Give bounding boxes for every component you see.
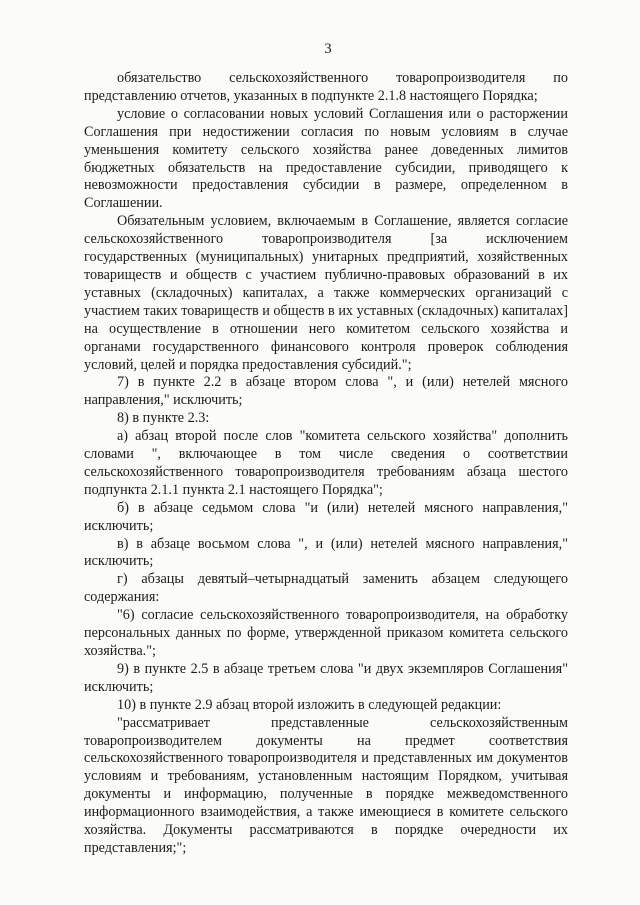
paragraph-item-7: 7) в пункте 2.2 в абзаце втором слова ", и (или) нетелей мясного направления," исключить; bbox=[84, 374, 568, 409]
paragraph-item-9: 9) в пункте 2.5 в абзаце третьем слова "и двух экземпляров Соглашения" исключить; bbox=[84, 660, 568, 695]
paragraph-item-8v: в) в абзаце восьмом слова ", и (или) нетелей мясного направления," исключить; bbox=[84, 535, 568, 570]
paragraph-mandatory-condition: Обязательным условием, включаемым в Соглашение, является согласие сельскохозяйственного товаропроизводителя [за исключением государственных (муниципальных) унитарных предприятий, хозяйственных товариществ и обществ с участием публично-правовых образований в их уставных (складочных) капиталах, а также коммерческих организаций с участием таких товариществ и обществ в их уставных (складочных) капиталах] на осуществление в отношении него комитетом сельского хозяйства и органами государственного финансового контроля проверок соблюдения условий, целей и порядка предоставления субсидий."; bbox=[84, 213, 568, 373]
paragraph-agreement-conditions: условие о согласовании новых условий Соглашения или о расторжении Соглашения при недостижении согласия по новым условиям в случае уменьшения комитету сельского хозяйства ранее доведенных лимитов бюджетных обязательств на предоставление субсидии, приводящего к невозможности предоставления субсидии в размере, определенном в Соглашении. bbox=[84, 105, 568, 212]
paragraph-item-10-text: "рассматривает представленные сельскохозяйственным товаропроизводителем документы на предмет соответствия сельскохозяйственного товаропроизводителя и представленных им документов условиям и требованиям, установленным настоящим Порядком, учитывая документы и информацию, полученные в порядке межведомственного информационного взаимодействия, а также имеющиеся в комитете сельского хозяйства. Документы рассматриваются в порядке очередности их представления;"; bbox=[84, 714, 568, 856]
paragraph-item-8g: г) абзацы девятый–четырнадцатый заменить абзацем следующего содержания: bbox=[84, 571, 568, 606]
paragraph-item-8g-text: "6) согласие сельскохозяйственного товаропроизводителя, на обработку персональных данных по форме, утвержденной приказом комитета сельского хозяйства."; bbox=[84, 607, 568, 659]
paragraph-obligation-reports: обязательство сельскохозяйственного товаропроизводителя по представлению отчетов, указанных в подпункте 2.1.8 настоящего Порядка; bbox=[84, 70, 568, 104]
paragraph-item-8: 8) в пункте 2.3: bbox=[117, 410, 210, 427]
document-body bbox=[84, 70, 568, 858]
paragraph-item-10: 10) в пункте 2.9 абзац второй изложить в следующей редакции: bbox=[117, 696, 502, 713]
paragraph-item-8a: а) абзац второй после слов "комитета сельского хозяйства" дополнить словами ", включающее в том числе сведения о соответствии сельскохозяйственного товаропроизводителя требованиям абзаца шестого подпункта 2.1.1 пункта 2.1 настоящего Порядка"; bbox=[84, 428, 568, 498]
paragraph-item-8b: б) в абзаце седьмом слова "и (или) нетелей мясного направления," исключить; bbox=[84, 499, 568, 534]
page-number: 3 bbox=[324, 41, 332, 57]
